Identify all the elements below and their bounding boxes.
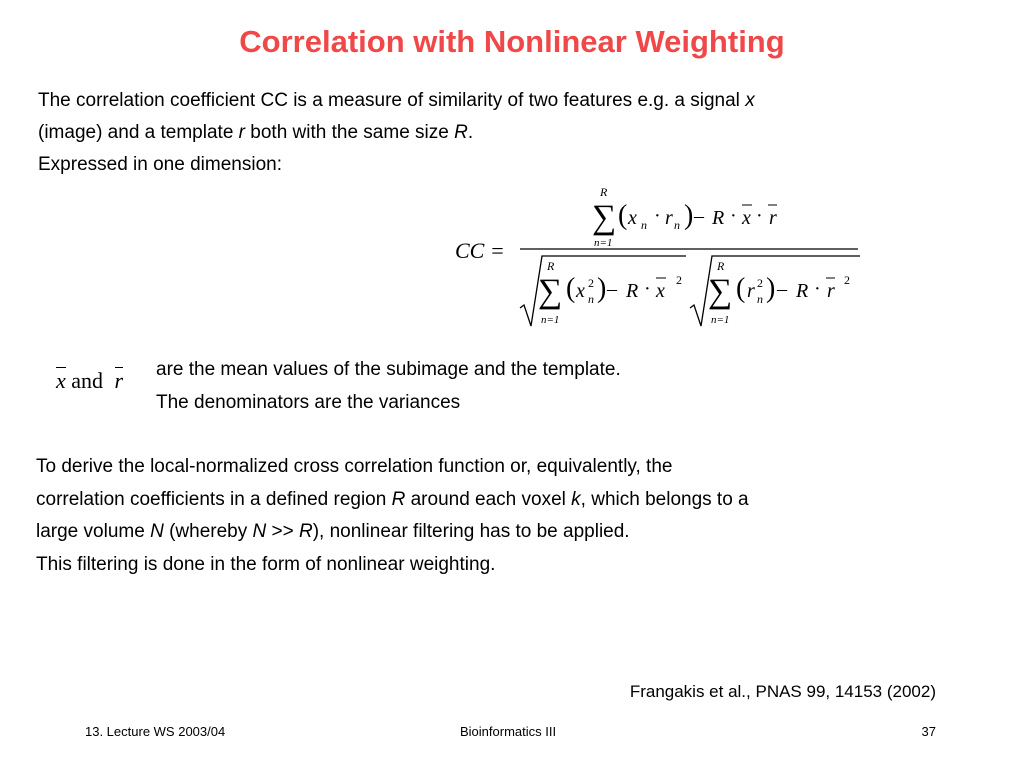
var-r: r [238,122,245,143]
den2-r: r [747,280,755,302]
den2-r-sup: 2 [757,276,763,290]
var-k: k [571,488,581,510]
derive-line-2: correlation coefficients in a defined region R around each voxel k, which belongs to a [36,488,749,510]
num-sum-sign: ∑ [592,199,617,236]
num-r: r [665,207,673,229]
num-xbar: x [742,207,751,229]
num-r-sub: n [674,218,680,232]
den1-sum-sign: ∑ [538,273,563,310]
intro-line-2: (image) and a template r both with the same size R. [38,122,474,143]
and-word: and [71,368,104,393]
intro-paragraph [38,85,755,181]
num-rbar: r [769,207,777,229]
derive-paragraph [36,451,749,581]
means-line-2: The denominators are the variances [156,392,461,413]
means-line-1: are the mean values of the subimage and the template. [156,359,621,380]
var-N-2: N [252,521,267,542]
footer-page-number: 37 [921,724,936,739]
den2-sum-lower: n=1 [711,314,730,326]
citation: Frangakis et al., PNAS 99, 14153 (2002) [629,682,936,701]
footer-left: 13. Lecture WS 2003/04 [85,724,226,739]
means-text [156,353,621,419]
derive-line-3: large volume N (whereby N >> R), nonlinear filtering has to be applied. [36,521,630,542]
den1-xbar-sup: 2 [676,273,682,287]
footer-center: Bioinformatics III [460,724,557,739]
den1-x: x [576,280,585,302]
num-dot-3: · [756,205,763,227]
num-x-sub: n [641,218,647,232]
den1-R: R [626,280,639,302]
den2-R: R [796,280,809,302]
correlation-formula [440,180,870,330]
num-R: R [712,207,725,229]
den2-sum-upper: R [717,259,725,273]
den1-paren-open: ( [566,273,576,304]
den2-paren-close: ) [766,273,776,304]
num-minus: – [694,205,704,227]
num-dot-1: · [654,205,661,227]
slide-title: Correlation with Nonlinear Weighting [239,24,785,59]
num-sum-lower: n=1 [594,237,613,249]
den1-sum-upper: R [547,259,555,273]
den2-paren-open: ( [736,273,746,304]
den1-x-sup: 2 [588,276,594,290]
var-x: x [745,90,755,111]
var-N: N [150,521,164,542]
den1-xbar: x [656,280,665,302]
derive-line-4: This filtering is done in the form of nonlinear weighting. [36,553,496,575]
den1-dot: · [644,278,651,300]
num-paren-close: ) [684,200,694,231]
den1-x-sub: n [588,292,594,306]
den2-rbar-sup: 2 [844,273,850,287]
den2-r-sub: n [757,292,763,306]
var-R-2: R [298,521,313,542]
var-R: R [454,122,468,143]
den2-minus: – [777,278,787,300]
num-dot-2: · [730,205,737,227]
formula-lhs: CC = [455,238,505,263]
den1-sum-lower: n=1 [541,314,560,326]
rbar-symbol: r [114,368,124,393]
var-R-region: R [391,488,406,510]
xbar-symbol: x [56,368,66,393]
derive-line-1: To derive the local-normalized cross correlation function or, equivalently, the [36,456,673,477]
intro-line-1: The correlation coefficient CC is a measure of similarity of two features e.g. a signal x [38,90,755,111]
num-x: x [628,207,637,229]
intro-line-3: Expressed in one dimension: [38,154,282,175]
den1-minus: – [607,278,617,300]
den2-rbar: r [827,280,835,302]
mean-symbols [56,368,123,394]
num-sum-upper: R [600,185,608,199]
num-paren-open: ( [618,200,628,231]
den2-dot: · [814,278,821,300]
den1-paren-close: ) [597,273,607,304]
den2-sum-sign: ∑ [708,273,733,310]
